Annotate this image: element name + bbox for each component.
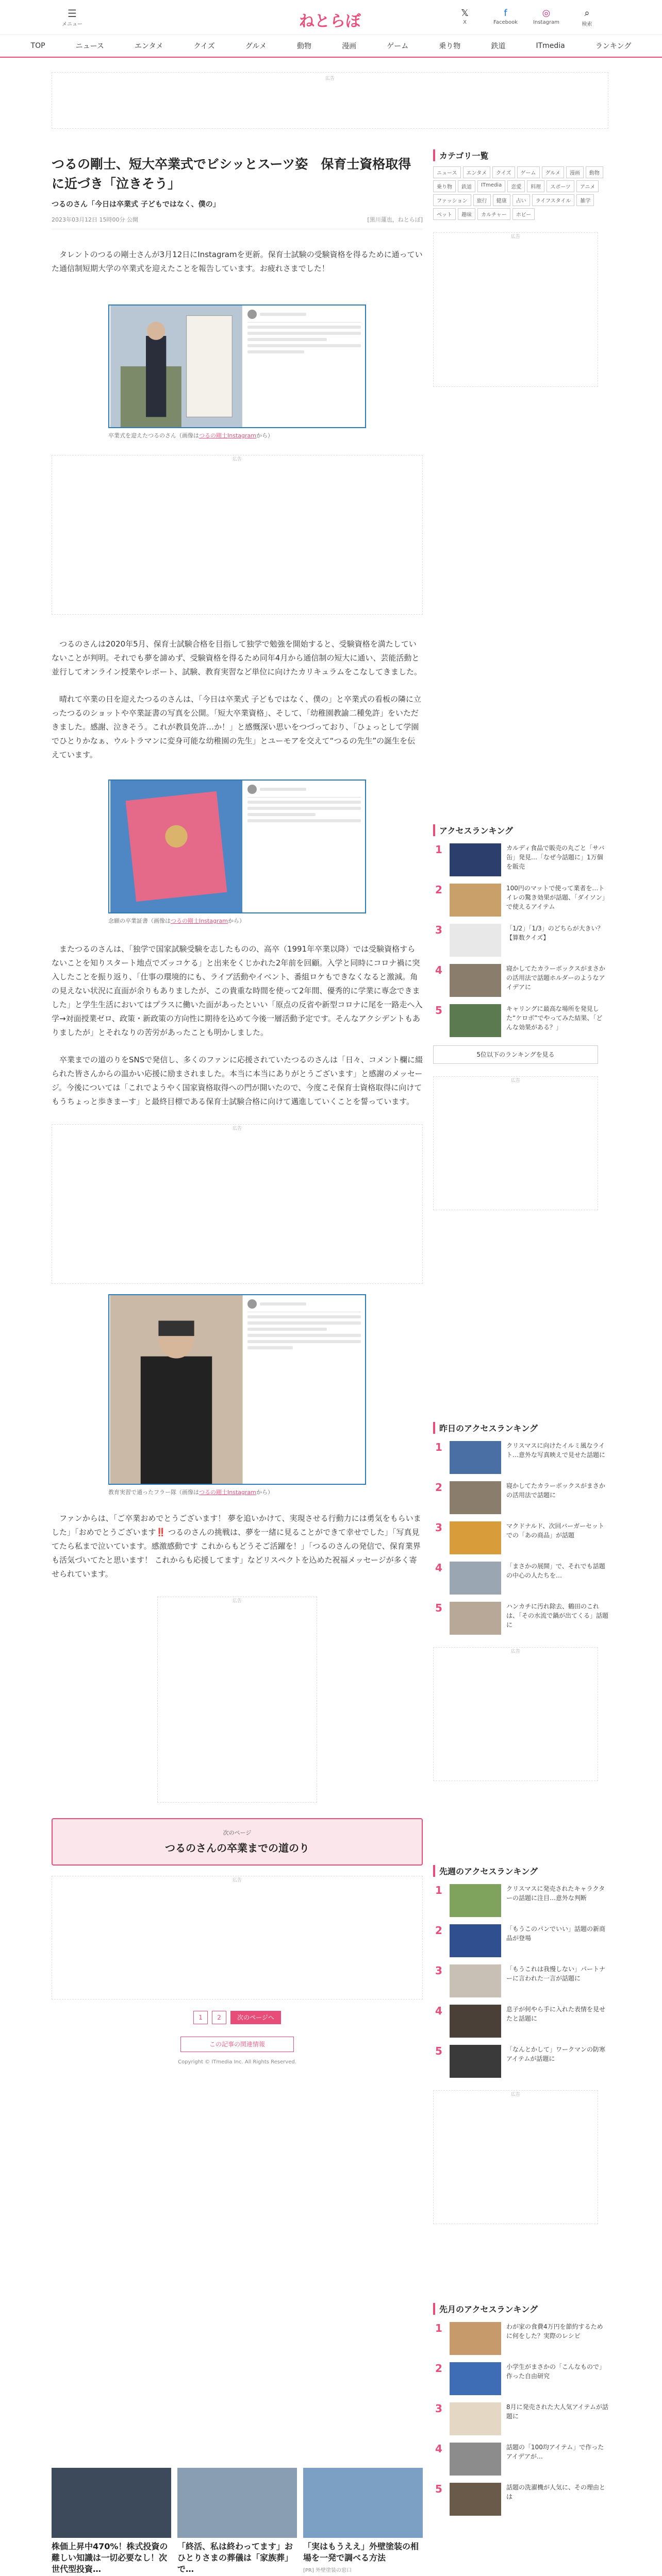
rank-number: 4: [435, 2005, 442, 2017]
ranking-item[interactable]: [433, 1602, 608, 1635]
recommendation-card[interactable]: [177, 2468, 297, 2576]
rank-title: 8月に発売された大人気アイテムが話題に: [506, 2403, 608, 2420]
square-ad[interactable]: [157, 1597, 317, 1803]
figure-graduation: [108, 304, 366, 439]
rank-thumbnail: [450, 964, 501, 997]
recommendation-card[interactable]: [52, 2468, 171, 2576]
next-page-title: つるのさんの卒業までの道のり: [165, 1842, 309, 1854]
username-line: [260, 1302, 306, 1306]
category-tags: [433, 166, 608, 220]
instagram-sidebar: [243, 1295, 365, 1484]
sidebar-ad[interactable]: [433, 2090, 598, 2224]
inline-ad[interactable]: [52, 1876, 423, 1999]
category-tag[interactable]: 占い: [512, 194, 530, 206]
sidebar-categories: [433, 149, 608, 387]
ad-label: 広告: [510, 2092, 520, 2097]
rank-thumbnail: [450, 884, 501, 917]
caption-tail: から）: [256, 432, 273, 439]
rank-thumbnail: [450, 1441, 501, 1474]
paragraph: つるのさんは2020年5月、保育士試験合格を目指して独学で勉強を開始すると、受験資格を満たしていないことが判明。それでも夢を諦めず、受験資格を得るため同年4月から通信制の短大に通い、芸能活動と並行してオンライン授業やレポート、試験、教育実習など単位に向けたカリキュラムをこなしてきました。: [52, 639, 422, 676]
diploma-photo: [109, 781, 243, 912]
ranking-item[interactable]: [433, 2443, 608, 2476]
instagram-header: [247, 310, 361, 323]
graduation-photo: [109, 306, 243, 427]
ranking-item[interactable]: [433, 1924, 608, 1957]
rank-title: 「まさかの展開」で、それでも話題の中心の人たちを…: [506, 1563, 605, 1579]
text-line: [247, 819, 361, 822]
rank-thumbnail: [450, 1481, 501, 1514]
rec-thumbnail: [52, 2468, 171, 2538]
byline[interactable]: [黒川蓮也，ねとらぼ]: [367, 216, 423, 223]
x-icon: 𝕏: [461, 8, 469, 19]
caption-tail: から）: [227, 918, 245, 924]
rank-title: キャリングに最高な場所を発見した“ケロボ”でやってみた結果、「どんな効果がある？」: [506, 1005, 603, 1031]
figure-caption: [108, 1488, 366, 1496]
category-tag[interactable]: ITmedia: [477, 180, 505, 192]
username-line: [260, 788, 306, 791]
ranking-item[interactable]: [433, 1441, 608, 1474]
rank-thumbnail: [450, 1521, 501, 1554]
rank-title: 小学生がまさかの「こんなもので」作った自由研究: [506, 2363, 606, 2380]
category-tag[interactable]: ファッション: [433, 194, 471, 206]
article: [52, 155, 423, 2065]
article-meta: [52, 215, 423, 229]
sidebar-monthly-ranking: [433, 2303, 608, 2516]
caption-text: 教育実習で通ったフラー隊（画像は: [108, 1489, 199, 1496]
ranking-item[interactable]: [433, 1964, 608, 1997]
rec-title: 「実はもうええ」外壁塗装の相場を一発で調べる方法: [303, 2541, 419, 2563]
ranking-item[interactable]: [433, 1562, 608, 1595]
ranking-item[interactable]: [433, 884, 608, 917]
rank-title: 息子が何やら手に入れた表情を見せたと話題に: [506, 2006, 606, 2022]
page-1[interactable]: 1: [193, 2011, 208, 2024]
rank-title: 話題の洗濯機が人気に、その理由とは: [506, 2484, 606, 2500]
pagination: [52, 2011, 423, 2024]
instagram-icon: ◎: [542, 8, 551, 19]
ranking-item[interactable]: [433, 2402, 608, 2435]
category-tag[interactable]: エンタメ: [463, 166, 491, 178]
x-link[interactable]: [449, 7, 481, 30]
instagram-link[interactable]: [530, 7, 562, 30]
category-tag[interactable]: 漫画: [566, 166, 584, 178]
category-tag[interactable]: クイズ: [492, 166, 515, 178]
category-tag[interactable]: ペット: [433, 208, 456, 220]
nav-item-quiz[interactable]: クイズ: [193, 42, 215, 50]
rank-title: 「なんとかして」ワークマンの防寒アイテムが話題に: [506, 2046, 606, 2062]
category-tag[interactable]: アニメ: [576, 180, 599, 192]
menu-label: メニュー: [62, 22, 82, 27]
nav-item-entertainment[interactable]: エンタメ: [135, 42, 163, 50]
instagram-header: [247, 1299, 361, 1312]
top-ad[interactable]: [52, 72, 608, 129]
paragraph: タレントのつるの剛士さんが3月12日にInstagramを更新。保育士試験の受験資格を得るために通っていた通信制短期大学の卒業式を迎えたことを報告しています。お疲れさまでした！: [52, 250, 423, 273]
rank-title: 100円のマットで使って業者を…トイレの驚き効果が話題、「ダイソン」で使えるアイテム: [506, 885, 608, 910]
text-line: [247, 1328, 327, 1331]
publish-date: 2023年03月12日 15時00分 公開: [52, 216, 138, 223]
rank-number: 2: [435, 1924, 442, 1937]
rank-number: 2: [435, 1481, 442, 1494]
figure-caption: [108, 917, 366, 925]
rank-title: ハンカチに汚れ除去、鶴田のこれは、「その水流で鍋が出てくる」話題に: [506, 1603, 609, 1629]
caption-text: 念願の卒業証書（画像は: [108, 918, 171, 924]
category-tag[interactable]: 恋愛: [507, 180, 525, 192]
nav-item-manga[interactable]: 漫画: [342, 42, 357, 50]
category-tag[interactable]: カルチャー: [477, 208, 510, 220]
instagram-embed[interactable]: [108, 779, 366, 913]
category-tag[interactable]: 鉄道: [458, 180, 475, 192]
inline-ad[interactable]: [52, 455, 423, 615]
text-line: [247, 338, 327, 341]
category-tag[interactable]: ホビー: [512, 208, 535, 220]
ranking-item[interactable]: [433, 843, 608, 876]
rank-thumbnail: [450, 1602, 501, 1635]
rank-title: 「もうこれは我慢しない」パートナーに言われた一言が話題に: [506, 1965, 606, 1982]
rank-thumbnail: [450, 2362, 501, 2395]
category-tag[interactable]: 料理: [527, 180, 544, 192]
header-icons: [449, 7, 603, 30]
rank-title: クリスマスに向けたイルミ風なライト…意外な写真映えで見せた話題に: [506, 1442, 606, 1459]
nav-item-top[interactable]: TOP: [30, 42, 45, 50]
instagram-sidebar: [243, 306, 365, 427]
text-line: [247, 1346, 293, 1349]
rank-number: 3: [435, 1521, 442, 1534]
page-2[interactable]: 2: [212, 2011, 226, 2024]
facebook-label: Facebook: [493, 20, 518, 25]
category-tag[interactable]: 趣味: [458, 208, 475, 220]
rank-number: 2: [435, 884, 442, 896]
sidebar-weekly-ranking: [433, 1865, 608, 2224]
ranking-item[interactable]: [433, 2045, 608, 2078]
rank-number: 2: [435, 2362, 442, 2375]
paragraph: またつるのさんは、「独学で国家試験受験を志したものの、高卒（1991年卒業以降）では受験資格すらないことを知りスタート地点でズッコケる」と出来をくじかれた2年前を回顧。入学と同時にコロナ禍に突入したことを振り返り、「仕事の環境的にも、ライブ活動やイベント、番組ロケもできなくなると激減。角の見えない状況に直面が余りもありましたが、この貴重な時間を使って2年間、優秀的に学業に専念できました」と学生生活においてはプラスに働いた面があったといい「原点の反省や新型コロナに尾を一路走へ入学→対面授業ゼロ、政策・新政策の方向性に期待を込めて今後一層活動予定です。そんなアクシデントもありましたが」とそれなりの苦労があったことも明かしました。: [52, 944, 423, 1037]
rank-number: 3: [435, 2402, 442, 2415]
search-label: 検索: [582, 22, 592, 27]
search-icon: ⌕: [584, 8, 590, 19]
category-tag[interactable]: 乗り物: [433, 180, 456, 192]
ad-label: 広告: [232, 1126, 242, 1131]
site-logo[interactable]: ねとらぼ: [299, 12, 361, 30]
rank-number: 4: [435, 964, 442, 976]
text-line: [247, 350, 304, 353]
rank-title: マクドナルド、次回バーガーセットでの「あの商品」が話題: [506, 1522, 604, 1539]
ranking-item[interactable]: [433, 924, 608, 957]
sidebar-ad[interactable]: [433, 1647, 598, 1781]
instagram-header: [247, 785, 361, 798]
nav-item-game[interactable]: ゲーム: [387, 42, 409, 50]
rank-title: 寝かしてたカラーボックスがまさかの活用法で話題ホルダーのようなアイデアに: [506, 965, 605, 991]
caption-text: 卒業式を迎えたつるのさん（画像は: [108, 432, 199, 439]
ranking-more-button[interactable]: 5位以下のランキングを見る: [433, 1045, 598, 1064]
text-line: [247, 344, 361, 347]
figure-caption: [108, 431, 366, 439]
category-tag[interactable]: ライフスタイル: [532, 194, 575, 206]
category-tag[interactable]: 雑学: [576, 194, 594, 206]
caption-link[interactable]: つるの剛士Instagram: [171, 918, 228, 924]
rank-title: わが家の食費4万円を節約するために何をした？実際のレシピ: [506, 2323, 603, 2340]
rank-number: 3: [435, 924, 442, 936]
avatar: [247, 1299, 257, 1309]
nav-item-railway[interactable]: 鉄道: [491, 42, 506, 50]
ad-label: 広告: [232, 1878, 242, 1883]
category-tag[interactable]: 旅行: [473, 194, 491, 206]
rank-number: 5: [435, 1004, 442, 1016]
category-tag[interactable]: スポーツ: [547, 180, 574, 192]
avatar: [247, 310, 257, 319]
category-tag[interactable]: 健康: [493, 194, 510, 206]
rank-title: 話題の「100均アイテム」で作ったアイデアが…: [506, 2444, 604, 2460]
ad-label: 広告: [232, 1599, 242, 1604]
ad-label: 広告: [232, 457, 242, 462]
rank-number: 4: [435, 1562, 442, 1574]
figure-practicum: [108, 1294, 366, 1496]
rank-number: 1: [435, 1884, 442, 1896]
instagram-embed[interactable]: [108, 304, 366, 428]
rank-thumbnail: [450, 2045, 501, 2078]
rank-thumbnail: [450, 1924, 501, 1957]
caption-link[interactable]: つるの剛士Instagram: [199, 432, 256, 439]
text-line: [247, 1334, 361, 1337]
nav-item-news[interactable]: ニュース: [75, 42, 104, 50]
rank-number: 1: [435, 2322, 442, 2334]
text-line: [247, 1315, 361, 1318]
category-nav: [0, 35, 662, 58]
text-line: [247, 807, 361, 810]
rec-thumbnail: [177, 2468, 297, 2538]
facebook-link[interactable]: [489, 7, 522, 30]
rank-thumbnail: [450, 2402, 501, 2435]
practicum-photo: [109, 1295, 243, 1484]
rank-number: 4: [435, 2443, 442, 2455]
rank-thumbnail: [450, 1884, 501, 1917]
ranking-item[interactable]: [433, 2362, 608, 2395]
rec-source: [PR] 外壁塗装の窓口: [303, 2568, 352, 2573]
text-line: [247, 1340, 361, 1343]
inline-ad[interactable]: [52, 1124, 423, 1284]
avatar: [247, 785, 257, 794]
rank-number: 3: [435, 1964, 442, 1977]
text-line: [247, 813, 316, 816]
nav-item-ranking[interactable]: ランキング: [595, 42, 632, 50]
caption-tail: から）: [256, 1489, 273, 1496]
ad-label: 広告: [325, 76, 335, 81]
rank-title: 寝かしてたカラーボックスがまさかの活用法で話題に: [506, 1482, 605, 1499]
sidebar-yesterday-ranking: [433, 1422, 608, 1781]
nav-item-itmedia[interactable]: ITmedia: [536, 42, 565, 50]
ranking-item[interactable]: [433, 1004, 608, 1037]
rec-thumbnail: [303, 2468, 423, 2538]
rank-thumbnail: [450, 1562, 501, 1595]
rec-title: 「終活、私は終わってます」おひとりさまの葬儀は「家族葬」で…: [177, 2541, 293, 2574]
paragraph: 晴れて卒業の日を迎えたつるのさんは、「今日は卒業式 子どもではなく、僕の」と卒業式の看板の隣に立ったつるのショットや卒業証書の写真を公開。「短大卒業資格」、そして、「幼稚園教諭二種免許」をいただきました。感謝、泣きそう。これが教員免許…か！」と感慨深い思いをつづっており、「ひょっとして学園でひとりかなぁ、ウルトラマンに変身可能な幼稚園の先生」とユーモアを交えて“つるの先生”の誕生を伝えています。: [52, 694, 421, 759]
related-info-button[interactable]: この記事の関連情報: [180, 2037, 294, 2052]
rank-thumbnail: [450, 2322, 501, 2355]
ranking-item[interactable]: [433, 1521, 608, 1554]
ad-label: 広告: [510, 234, 520, 240]
caption-link[interactable]: つるの剛士Instagram: [199, 1489, 256, 1496]
category-tag[interactable]: ニュース: [433, 166, 461, 178]
category-tag[interactable]: グルメ: [542, 166, 564, 178]
ad-label: 広告: [510, 1078, 520, 1083]
x-label: X: [463, 20, 467, 25]
ranking-item[interactable]: [433, 2322, 608, 2355]
text-line: [247, 326, 361, 329]
sidebar-ranking: [433, 824, 608, 1210]
article-subtitle: つるのさん「今日は卒業式 子どもではなく、僕の」: [52, 200, 220, 209]
rank-number: 1: [435, 1441, 442, 1453]
rank-thumbnail: [450, 2483, 501, 2516]
ranking-heading: アクセスランキング: [433, 824, 608, 836]
rank-thumbnail: [450, 2005, 501, 2038]
text-line: [247, 332, 361, 335]
next-page-label: 次のページ: [223, 1829, 252, 1836]
sidebar-ad[interactable]: [433, 1076, 598, 1210]
ad-label: 広告: [510, 1649, 520, 1654]
rank-thumbnail: [450, 843, 501, 876]
nav-item-animals[interactable]: 動物: [297, 42, 312, 50]
weekly-heading: 先週のアクセスランキング: [433, 1865, 608, 1877]
category-tag[interactable]: 動物: [586, 166, 603, 178]
text-line: [247, 801, 361, 804]
monthly-heading: 先月のアクセスランキング: [433, 2303, 608, 2315]
text-line: [247, 1321, 361, 1325]
hamburger-icon: ☰: [68, 7, 77, 20]
paragraph: ファンからは、「ご卒業おめでとうございます！ 夢を追いかけて、実現させる行動力には勇気をもらいました」「おめでとうございます‼️ つるのさんの挑戦は、夢を一緒に見ることができて幸せでした」「写真見てたら私まで泣いています。感激感動です これからもどうそご活躍を！」「つるのさんの発信で、保育業界も活気づいてたと思います！ これからも応援してます」などリスペクトを込めた祝福メッセージが多く寄せられています。: [52, 1514, 421, 1579]
ranking-item[interactable]: [433, 2005, 608, 2038]
ranking-item[interactable]: [433, 1884, 608, 1917]
rank-number: 5: [435, 2045, 442, 2057]
rank-number: 5: [435, 2483, 442, 2495]
rec-title: 株価上昇中470%！株式投資の難しい知識は一切必要なし！次世代型投資…: [52, 2541, 168, 2574]
rank-title: クリスマスに発売されたキャラクターの話題に注目…意外な判断: [506, 1885, 605, 1902]
article-title: つるの剛士、短大卒業式でビシッとスーツ姿 保育士資格取得に近づき「泣きそう」: [52, 157, 411, 191]
rank-thumbnail: [450, 924, 501, 957]
yesterday-heading: 昨日のアクセスランキング: [433, 1422, 608, 1434]
instagram-label: Instagram: [533, 20, 559, 25]
site-header: [0, 0, 662, 35]
rank-thumbnail: [450, 1004, 501, 1037]
instagram-embed[interactable]: [108, 1294, 366, 1485]
next-page-banner[interactable]: [52, 1818, 423, 1866]
paragraph: 卒業までの道のりをSNSで発信し、多くのファンに応援されていたつるのさんは「日々、コメント欄に綴られた皆さんからの温かい応援に励まされました。本当に本当にありがとうございます」と感謝のメッセージ。今後については「これでようやく国家資格取得への門が開いたので、今度こそ保育士資格取得に向けてもうちょっと歩きまーす」と最終目標である保育士試験合格に向けて邁進していくことを誓っています。: [52, 1055, 423, 1106]
ranking-item[interactable]: [433, 1481, 608, 1514]
figure-diploma: [108, 779, 366, 925]
rank-title: 「もうこのパンでいい」話題の新商品が登場: [506, 1925, 606, 1942]
rank-number: 1: [435, 843, 442, 856]
rank-thumbnail: [450, 2443, 501, 2476]
username-line: [260, 313, 306, 316]
next-page-button[interactable]: 次のページへ: [230, 2011, 281, 2024]
rank-title: カルディ食品で販売の丸ごと「サバ缶」発見…「なぜ今話題に」1万個を販売: [506, 844, 605, 870]
recommendation-card[interactable]: [303, 2468, 423, 2576]
categories-heading: カテゴリ一覧: [433, 149, 608, 161]
instagram-sidebar: [243, 781, 365, 912]
nav-item-gourmet[interactable]: グルメ: [245, 42, 267, 50]
rank-title: 「1/2」「1/3」のどちらが大きい？【算数クイズ】: [506, 925, 604, 941]
sidebar-ad[interactable]: [433, 232, 598, 387]
nav-item-vehicles[interactable]: 乗り物: [439, 42, 461, 50]
ranking-item[interactable]: [433, 964, 608, 997]
recommendation-grid: [52, 2468, 423, 2576]
menu-button[interactable]: [57, 7, 88, 27]
category-tag[interactable]: ゲーム: [517, 166, 540, 178]
copyright: Copyright © ITmedia Inc. All Rights Reserved.: [178, 2059, 296, 2065]
rank-number: 5: [435, 1602, 442, 1614]
ranking-item[interactable]: [433, 2483, 608, 2516]
search-button[interactable]: [571, 7, 603, 30]
rank-thumbnail: [450, 1964, 501, 1997]
facebook-icon: f: [504, 8, 507, 19]
